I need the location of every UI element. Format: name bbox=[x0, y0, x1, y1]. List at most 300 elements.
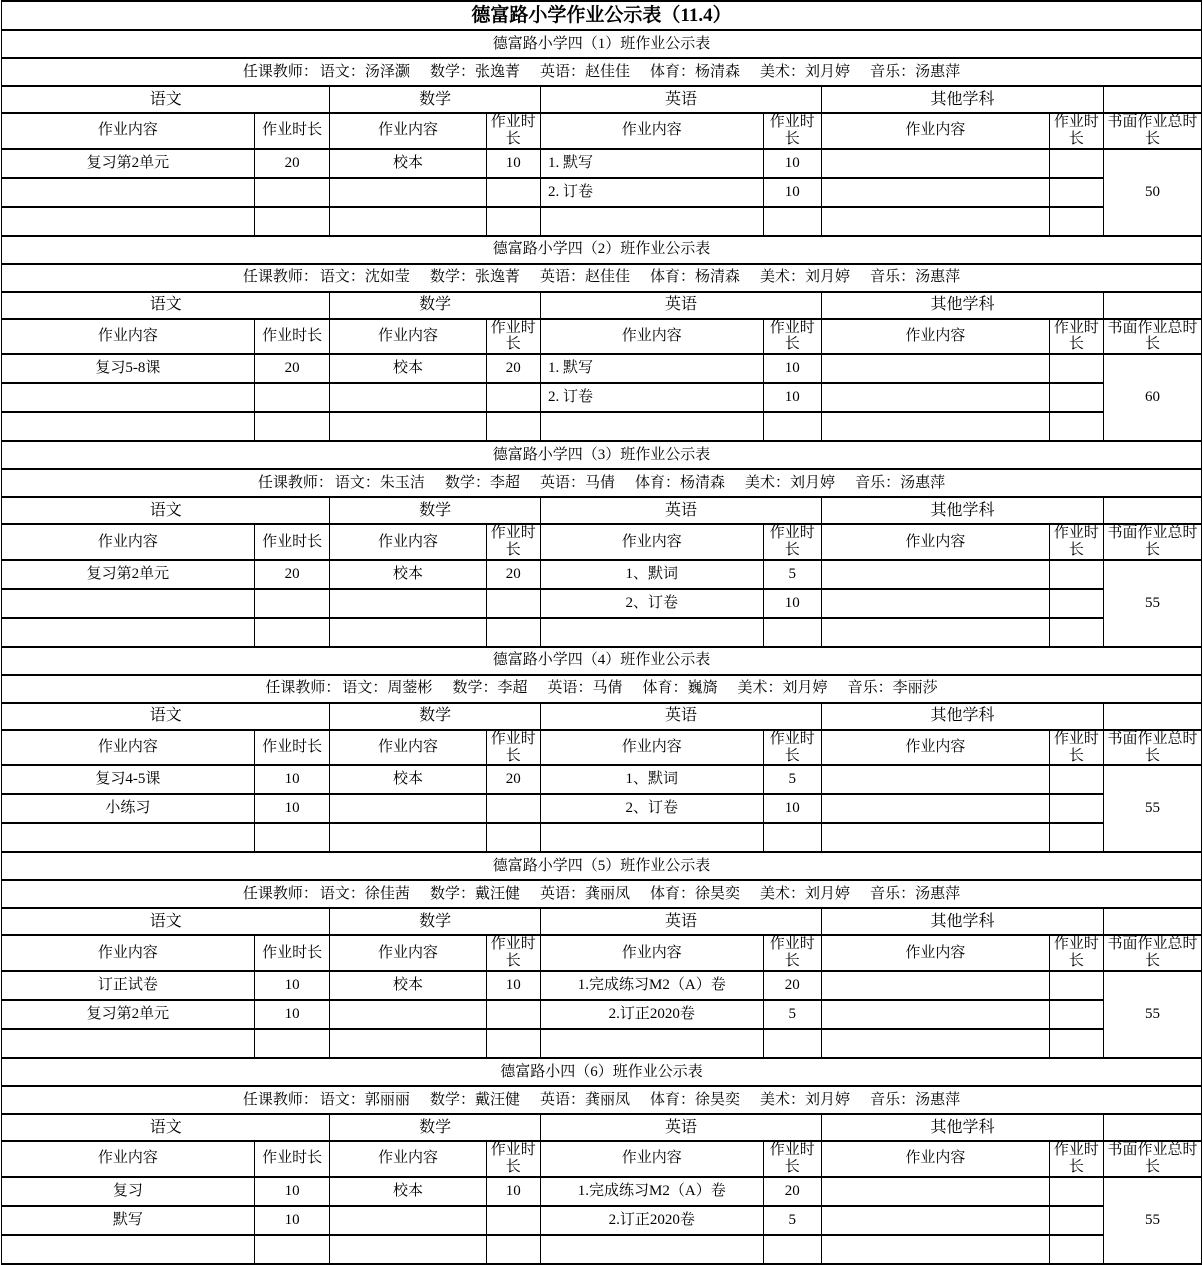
cell-math-content bbox=[330, 589, 486, 618]
col-header-content: 作业内容 bbox=[330, 319, 486, 355]
subject-group-row bbox=[2, 86, 1202, 113]
homework-row bbox=[2, 618, 1202, 647]
cell-math-content bbox=[330, 794, 486, 823]
teacher-subject-label: 数学： bbox=[444, 474, 490, 491]
cell-other-duration bbox=[1049, 560, 1103, 589]
homework-row bbox=[2, 149, 1202, 178]
teacher-pe bbox=[650, 269, 740, 285]
teacher-math bbox=[445, 475, 520, 491]
col-header-content: 作业内容 bbox=[822, 935, 1050, 971]
teacher-subject-label: 语文： bbox=[319, 885, 365, 902]
group-header-chinese: 语文 bbox=[2, 1114, 330, 1141]
cell-math-duration bbox=[486, 618, 540, 647]
class-section bbox=[2, 30, 1202, 236]
teacher-subject-label: 语文： bbox=[319, 269, 365, 286]
cell-math-content bbox=[330, 178, 486, 207]
cell-english-content bbox=[540, 618, 763, 647]
col-header-content: 作业内容 bbox=[540, 524, 763, 560]
cell-english-duration bbox=[763, 412, 821, 441]
teacher-name: 汤惠萍 bbox=[915, 63, 961, 80]
cell-chinese-duration: 10 bbox=[254, 971, 330, 1000]
cell-other-content bbox=[822, 149, 1050, 178]
cell-math-content bbox=[330, 383, 486, 412]
teacher-art bbox=[738, 680, 828, 696]
teacher-music bbox=[855, 475, 945, 491]
cell-other-duration bbox=[1049, 971, 1103, 1000]
group-header-chinese: 语文 bbox=[2, 292, 330, 319]
teacher-name: 李超 bbox=[489, 474, 520, 491]
col-header-duration: 作业时长 bbox=[1049, 1141, 1103, 1177]
cell-chinese-duration bbox=[254, 207, 330, 236]
col-header-duration: 作业时长 bbox=[1049, 113, 1103, 149]
cell-chinese-content: 复习第2单元 bbox=[2, 1000, 255, 1029]
group-header-math: 数学 bbox=[330, 908, 541, 935]
cell-other-duration bbox=[1049, 1029, 1103, 1058]
homework-row bbox=[2, 207, 1202, 236]
homework-row bbox=[2, 1000, 1202, 1029]
main-title-row bbox=[2, 1, 1202, 30]
teacher-name: 汤惠萍 bbox=[915, 885, 961, 902]
teacher-list bbox=[2, 469, 1202, 497]
column-header-row bbox=[2, 935, 1202, 971]
group-header-english: 英语 bbox=[540, 86, 821, 113]
cell-english-content: 1.完成练习M2（A）卷 bbox=[540, 971, 763, 1000]
col-header-content: 作业内容 bbox=[2, 524, 255, 560]
cell-english-duration bbox=[763, 207, 821, 236]
cell-math-content: 校本 bbox=[330, 1177, 486, 1206]
teacher-name: 马倩 bbox=[592, 680, 623, 697]
col-header-duration: 作业时长 bbox=[763, 113, 821, 149]
col-header-duration: 作业时长 bbox=[763, 1141, 821, 1177]
teacher-list bbox=[2, 880, 1202, 908]
cell-english-content bbox=[540, 823, 763, 852]
teacher-name: 赵佳佳 bbox=[584, 63, 630, 80]
col-header-content: 作业内容 bbox=[540, 935, 763, 971]
teacher-chinese bbox=[320, 269, 410, 285]
teacher-chinese bbox=[320, 64, 410, 80]
cell-math-content bbox=[330, 1029, 486, 1058]
cell-math-content: 校本 bbox=[330, 971, 486, 1000]
teacher-subject-label: 音乐： bbox=[870, 1091, 916, 1108]
cell-math-duration bbox=[486, 1000, 540, 1029]
group-header-chinese: 语文 bbox=[2, 703, 330, 730]
col-header-duration: 作业时长 bbox=[254, 113, 330, 149]
cell-other-content bbox=[822, 412, 1050, 441]
col-header-duration: 作业时长 bbox=[254, 524, 330, 560]
col-header-total: 书面作业总时长 bbox=[1104, 1141, 1202, 1177]
cell-english-content: 1、默词 bbox=[540, 560, 763, 589]
col-header-total: 书面作业总时长 bbox=[1104, 730, 1202, 766]
col-header-duration: 作业时长 bbox=[486, 1141, 540, 1177]
col-header-duration: 作业时长 bbox=[763, 524, 821, 560]
teacher-list bbox=[2, 264, 1202, 292]
cell-chinese-content: 复习5-8课 bbox=[2, 354, 255, 383]
col-header-content: 作业内容 bbox=[330, 113, 486, 149]
cell-chinese-content bbox=[2, 589, 255, 618]
col-header-content: 作业内容 bbox=[330, 524, 486, 560]
section-title: 德富路小学四（5）班作业公示表 bbox=[2, 852, 1202, 880]
cell-english-duration: 10 bbox=[763, 178, 821, 207]
cell-other-content bbox=[822, 383, 1050, 412]
cell-english-content: 2.订正2020卷 bbox=[540, 1000, 763, 1029]
teacher-music bbox=[870, 1092, 960, 1108]
teacher-name: 李超 bbox=[497, 680, 528, 697]
teacher-subject-label: 音乐： bbox=[855, 474, 901, 491]
teacher-name: 汤惠萍 bbox=[915, 1091, 961, 1108]
teacher-subject-label: 体育： bbox=[650, 885, 696, 902]
group-header-chinese: 语文 bbox=[2, 908, 330, 935]
group-header-blank bbox=[1104, 292, 1202, 319]
cell-chinese-content: 复习第2单元 bbox=[2, 149, 255, 178]
cell-other-content bbox=[822, 354, 1050, 383]
teacher-list bbox=[2, 675, 1202, 703]
cell-other-content bbox=[822, 618, 1050, 647]
cell-math-duration bbox=[486, 207, 540, 236]
cell-chinese-duration bbox=[254, 178, 330, 207]
group-header-english: 英语 bbox=[540, 292, 821, 319]
homework-row bbox=[2, 1206, 1202, 1235]
col-header-total: 书面作业总时长 bbox=[1104, 319, 1202, 355]
teacher-name: 赵佳佳 bbox=[584, 269, 630, 286]
cell-chinese-content bbox=[2, 383, 255, 412]
cell-total-written-time: 55 bbox=[1104, 1177, 1202, 1264]
group-header-other: 其他学科 bbox=[822, 703, 1104, 730]
cell-chinese-duration bbox=[254, 618, 330, 647]
section-title-row bbox=[2, 30, 1202, 58]
cell-english-duration bbox=[763, 1029, 821, 1058]
teacher-prefix-label: 任课教师： bbox=[265, 680, 341, 697]
cell-chinese-content: 订正试卷 bbox=[2, 971, 255, 1000]
subject-group-row bbox=[2, 908, 1202, 935]
cell-other-content bbox=[822, 1000, 1050, 1029]
cell-other-duration bbox=[1049, 823, 1103, 852]
cell-math-content bbox=[330, 823, 486, 852]
cell-english-content: 2、订卷 bbox=[540, 794, 763, 823]
col-header-content: 作业内容 bbox=[822, 113, 1050, 149]
cell-chinese-duration: 10 bbox=[254, 765, 330, 794]
cell-math-content: 校本 bbox=[330, 765, 486, 794]
homework-table bbox=[1, 0, 1202, 1265]
teacher-subject-label: 语文： bbox=[342, 680, 388, 697]
cell-other-duration bbox=[1049, 178, 1103, 207]
group-header-chinese: 语文 bbox=[2, 497, 330, 524]
cell-math-content bbox=[330, 618, 486, 647]
cell-english-content: 2. 订卷 bbox=[540, 383, 763, 412]
teacher-subject-label: 英语： bbox=[539, 474, 585, 491]
cell-english-duration: 5 bbox=[763, 560, 821, 589]
col-header-duration: 作业时长 bbox=[254, 1141, 330, 1177]
teacher-chinese bbox=[320, 886, 410, 902]
teacher-prefix-label: 任课教师： bbox=[242, 269, 318, 286]
cell-math-duration: 10 bbox=[486, 971, 540, 1000]
teacher-name: 戴汪健 bbox=[474, 1091, 520, 1108]
teacher-math bbox=[430, 64, 520, 80]
col-header-content: 作业内容 bbox=[540, 113, 763, 149]
col-header-duration: 作业时长 bbox=[1049, 524, 1103, 560]
teacher-subject-label: 英语： bbox=[539, 1091, 585, 1108]
cell-total-written-time: 50 bbox=[1104, 149, 1202, 236]
class-section bbox=[2, 1058, 1202, 1264]
cell-english-duration: 5 bbox=[763, 765, 821, 794]
teacher-prefix-label: 任课教师： bbox=[242, 885, 318, 902]
col-header-total: 书面作业总时长 bbox=[1104, 113, 1202, 149]
homework-row bbox=[2, 1177, 1202, 1206]
class-section bbox=[2, 852, 1202, 1058]
teacher-name: 刘月婷 bbox=[805, 63, 851, 80]
teacher-chinese bbox=[342, 680, 432, 696]
cell-chinese-content: 复习4-5课 bbox=[2, 765, 255, 794]
group-header-blank bbox=[1104, 908, 1202, 935]
teacher-music bbox=[848, 680, 938, 696]
teacher-subject-label: 数学： bbox=[429, 885, 475, 902]
cell-math-duration: 10 bbox=[486, 149, 540, 178]
teacher-math bbox=[430, 886, 520, 902]
cell-math-duration: 20 bbox=[486, 354, 540, 383]
cell-math-duration bbox=[486, 1206, 540, 1235]
cell-english-content bbox=[540, 1029, 763, 1058]
cell-chinese-duration: 20 bbox=[254, 560, 330, 589]
cell-math-duration bbox=[486, 794, 540, 823]
cell-other-content bbox=[822, 1235, 1050, 1264]
teacher-name: 汤惠萍 bbox=[915, 269, 961, 286]
cell-math-content bbox=[330, 1000, 486, 1029]
cell-chinese-content: 默写 bbox=[2, 1206, 255, 1235]
teacher-art bbox=[760, 886, 850, 902]
group-header-blank bbox=[1104, 497, 1202, 524]
cell-chinese-content: 小练习 bbox=[2, 794, 255, 823]
teacher-art bbox=[760, 269, 850, 285]
cell-english-duration: 10 bbox=[763, 589, 821, 618]
cell-chinese-content: 复习第2单元 bbox=[2, 560, 255, 589]
homework-row bbox=[2, 354, 1202, 383]
cell-math-duration: 10 bbox=[486, 1177, 540, 1206]
col-header-duration: 作业时长 bbox=[486, 113, 540, 149]
cell-english-duration: 10 bbox=[763, 354, 821, 383]
col-header-content: 作业内容 bbox=[330, 730, 486, 766]
teacher-row bbox=[2, 58, 1202, 86]
col-header-duration: 作业时长 bbox=[763, 935, 821, 971]
teacher-name: 沈如莹 bbox=[364, 269, 410, 286]
teacher-english bbox=[540, 64, 630, 80]
cell-other-content bbox=[822, 1206, 1050, 1235]
cell-chinese-duration bbox=[254, 383, 330, 412]
teacher-name: 李丽莎 bbox=[892, 680, 938, 697]
teacher-subject-label: 体育： bbox=[635, 474, 681, 491]
cell-other-duration bbox=[1049, 383, 1103, 412]
cell-other-duration bbox=[1049, 207, 1103, 236]
col-header-content: 作业内容 bbox=[822, 1141, 1050, 1177]
teacher-subject-label: 体育： bbox=[650, 63, 696, 80]
col-header-content: 作业内容 bbox=[2, 1141, 255, 1177]
teacher-name: 杨清森 bbox=[695, 269, 741, 286]
cell-chinese-duration: 10 bbox=[254, 1000, 330, 1029]
teacher-math bbox=[452, 680, 527, 696]
cell-english-content bbox=[540, 1235, 763, 1264]
teacher-name: 刘月婷 bbox=[805, 269, 851, 286]
column-header-row bbox=[2, 524, 1202, 560]
group-header-english: 英语 bbox=[540, 1114, 821, 1141]
teacher-pe bbox=[643, 680, 718, 696]
cell-chinese-duration: 20 bbox=[254, 149, 330, 178]
col-header-content: 作业内容 bbox=[822, 730, 1050, 766]
cell-other-duration bbox=[1049, 794, 1103, 823]
teacher-name: 朱玉洁 bbox=[379, 474, 425, 491]
teacher-name: 杨清森 bbox=[695, 63, 741, 80]
col-header-content: 作业内容 bbox=[2, 319, 255, 355]
cell-other-duration bbox=[1049, 618, 1103, 647]
teacher-subject-label: 英语： bbox=[547, 680, 593, 697]
teacher-subject-label: 语文： bbox=[319, 1091, 365, 1108]
cell-english-content: 1. 默写 bbox=[540, 354, 763, 383]
cell-other-content bbox=[822, 589, 1050, 618]
col-header-content: 作业内容 bbox=[2, 113, 255, 149]
page-title: 德富路小学作业公示表（11.4） bbox=[2, 1, 1202, 30]
homework-row bbox=[2, 823, 1202, 852]
homework-row bbox=[2, 178, 1202, 207]
homework-row bbox=[2, 1029, 1202, 1058]
teacher-subject-label: 美术： bbox=[737, 680, 783, 697]
col-header-content: 作业内容 bbox=[540, 730, 763, 766]
cell-math-content: 校本 bbox=[330, 560, 486, 589]
teacher-music bbox=[870, 269, 960, 285]
teacher-subject-label: 数学： bbox=[429, 269, 475, 286]
teacher-name: 刘月婷 bbox=[790, 474, 836, 491]
cell-math-content bbox=[330, 1235, 486, 1264]
teacher-subject-label: 体育： bbox=[642, 680, 688, 697]
teacher-name: 郭丽丽 bbox=[364, 1091, 410, 1108]
subject-group-row bbox=[2, 703, 1202, 730]
teacher-row bbox=[2, 880, 1202, 908]
cell-chinese-duration bbox=[254, 1029, 330, 1058]
cell-english-content: 1.完成练习M2（A）卷 bbox=[540, 1177, 763, 1206]
teacher-pe bbox=[635, 475, 725, 491]
cell-math-content bbox=[330, 207, 486, 236]
group-header-math: 数学 bbox=[330, 292, 541, 319]
cell-chinese-duration: 20 bbox=[254, 354, 330, 383]
teacher-name: 龚丽凤 bbox=[584, 885, 630, 902]
homework-row bbox=[2, 794, 1202, 823]
teacher-english bbox=[547, 680, 622, 696]
teacher-subject-label: 体育： bbox=[650, 269, 696, 286]
teacher-subject-label: 语文： bbox=[334, 474, 380, 491]
cell-english-duration: 5 bbox=[763, 1206, 821, 1235]
cell-other-duration bbox=[1049, 589, 1103, 618]
teacher-row bbox=[2, 469, 1202, 497]
teacher-row bbox=[2, 264, 1202, 292]
teacher-name: 杨清森 bbox=[680, 474, 726, 491]
teacher-name: 戴汪健 bbox=[474, 885, 520, 902]
cell-math-duration bbox=[486, 1235, 540, 1264]
teacher-chinese bbox=[335, 475, 425, 491]
subject-group-row bbox=[2, 1114, 1202, 1141]
cell-chinese-content bbox=[2, 178, 255, 207]
cell-chinese-content: 复习 bbox=[2, 1177, 255, 1206]
section-title-row bbox=[2, 647, 1202, 675]
group-header-blank bbox=[1104, 1114, 1202, 1141]
section-title: 德富路小学四（2）班作业公示表 bbox=[2, 236, 1202, 264]
teacher-list bbox=[2, 1086, 1202, 1114]
cell-total-written-time: 55 bbox=[1104, 560, 1202, 647]
cell-total-written-time: 55 bbox=[1104, 765, 1202, 852]
cell-chinese-duration bbox=[254, 1235, 330, 1264]
col-header-content: 作业内容 bbox=[330, 935, 486, 971]
teacher-pe bbox=[650, 886, 740, 902]
cell-chinese-duration bbox=[254, 823, 330, 852]
col-header-duration: 作业时长 bbox=[486, 730, 540, 766]
col-header-duration: 作业时长 bbox=[1049, 935, 1103, 971]
cell-chinese-content bbox=[2, 823, 255, 852]
cell-math-duration bbox=[486, 383, 540, 412]
cell-english-content: 2.订正2020卷 bbox=[540, 1206, 763, 1235]
cell-chinese-content bbox=[2, 1029, 255, 1058]
group-header-other: 其他学科 bbox=[822, 292, 1104, 319]
group-header-english: 英语 bbox=[540, 703, 821, 730]
cell-english-duration: 10 bbox=[763, 149, 821, 178]
teacher-art bbox=[760, 64, 850, 80]
cell-chinese-duration bbox=[254, 589, 330, 618]
teacher-subject-label: 音乐： bbox=[870, 269, 916, 286]
homework-row bbox=[2, 589, 1202, 618]
teacher-name: 徐佳茜 bbox=[364, 885, 410, 902]
col-header-content: 作业内容 bbox=[822, 524, 1050, 560]
cell-other-content bbox=[822, 207, 1050, 236]
cell-english-content bbox=[540, 207, 763, 236]
cell-math-content bbox=[330, 1206, 486, 1235]
cell-chinese-content bbox=[2, 412, 255, 441]
cell-other-content bbox=[822, 560, 1050, 589]
teacher-row bbox=[2, 675, 1202, 703]
cell-math-duration bbox=[486, 412, 540, 441]
group-header-blank bbox=[1104, 86, 1202, 113]
teacher-english bbox=[540, 269, 630, 285]
group-header-blank bbox=[1104, 703, 1202, 730]
cell-english-duration: 20 bbox=[763, 971, 821, 1000]
teacher-math bbox=[430, 1092, 520, 1108]
cell-english-duration bbox=[763, 823, 821, 852]
cell-other-content bbox=[822, 1029, 1050, 1058]
group-header-math: 数学 bbox=[330, 86, 541, 113]
group-header-other: 其他学科 bbox=[822, 497, 1104, 524]
cell-chinese-duration: 10 bbox=[254, 1177, 330, 1206]
homework-row bbox=[2, 765, 1202, 794]
teacher-chinese bbox=[320, 1092, 410, 1108]
col-header-duration: 作业时长 bbox=[1049, 730, 1103, 766]
col-header-content: 作业内容 bbox=[822, 319, 1050, 355]
col-header-total: 书面作业总时长 bbox=[1104, 935, 1202, 971]
cell-english-content: 1、默词 bbox=[540, 765, 763, 794]
col-header-content: 作业内容 bbox=[2, 935, 255, 971]
cell-english-duration bbox=[763, 618, 821, 647]
teacher-subject-label: 英语： bbox=[539, 885, 585, 902]
teacher-subject-label: 美术： bbox=[760, 1091, 806, 1108]
group-header-other: 其他学科 bbox=[822, 86, 1104, 113]
teacher-math bbox=[430, 269, 520, 285]
class-section bbox=[2, 647, 1202, 853]
cell-english-duration: 10 bbox=[763, 383, 821, 412]
cell-chinese-content bbox=[2, 618, 255, 647]
cell-other-content bbox=[822, 178, 1050, 207]
teacher-prefix-label: 任课教师： bbox=[257, 474, 333, 491]
cell-other-duration bbox=[1049, 149, 1103, 178]
teacher-subject-label: 音乐： bbox=[847, 680, 893, 697]
section-title: 德富路小学四（1）班作业公示表 bbox=[2, 30, 1202, 58]
homework-row bbox=[2, 412, 1202, 441]
teacher-prefix-label: 任课教师： bbox=[242, 63, 318, 80]
section-title: 德富路小四（6）班作业公示表 bbox=[2, 1058, 1202, 1086]
class-section bbox=[2, 441, 1202, 647]
cell-other-duration bbox=[1049, 1177, 1103, 1206]
teacher-subject-label: 数学： bbox=[429, 63, 475, 80]
